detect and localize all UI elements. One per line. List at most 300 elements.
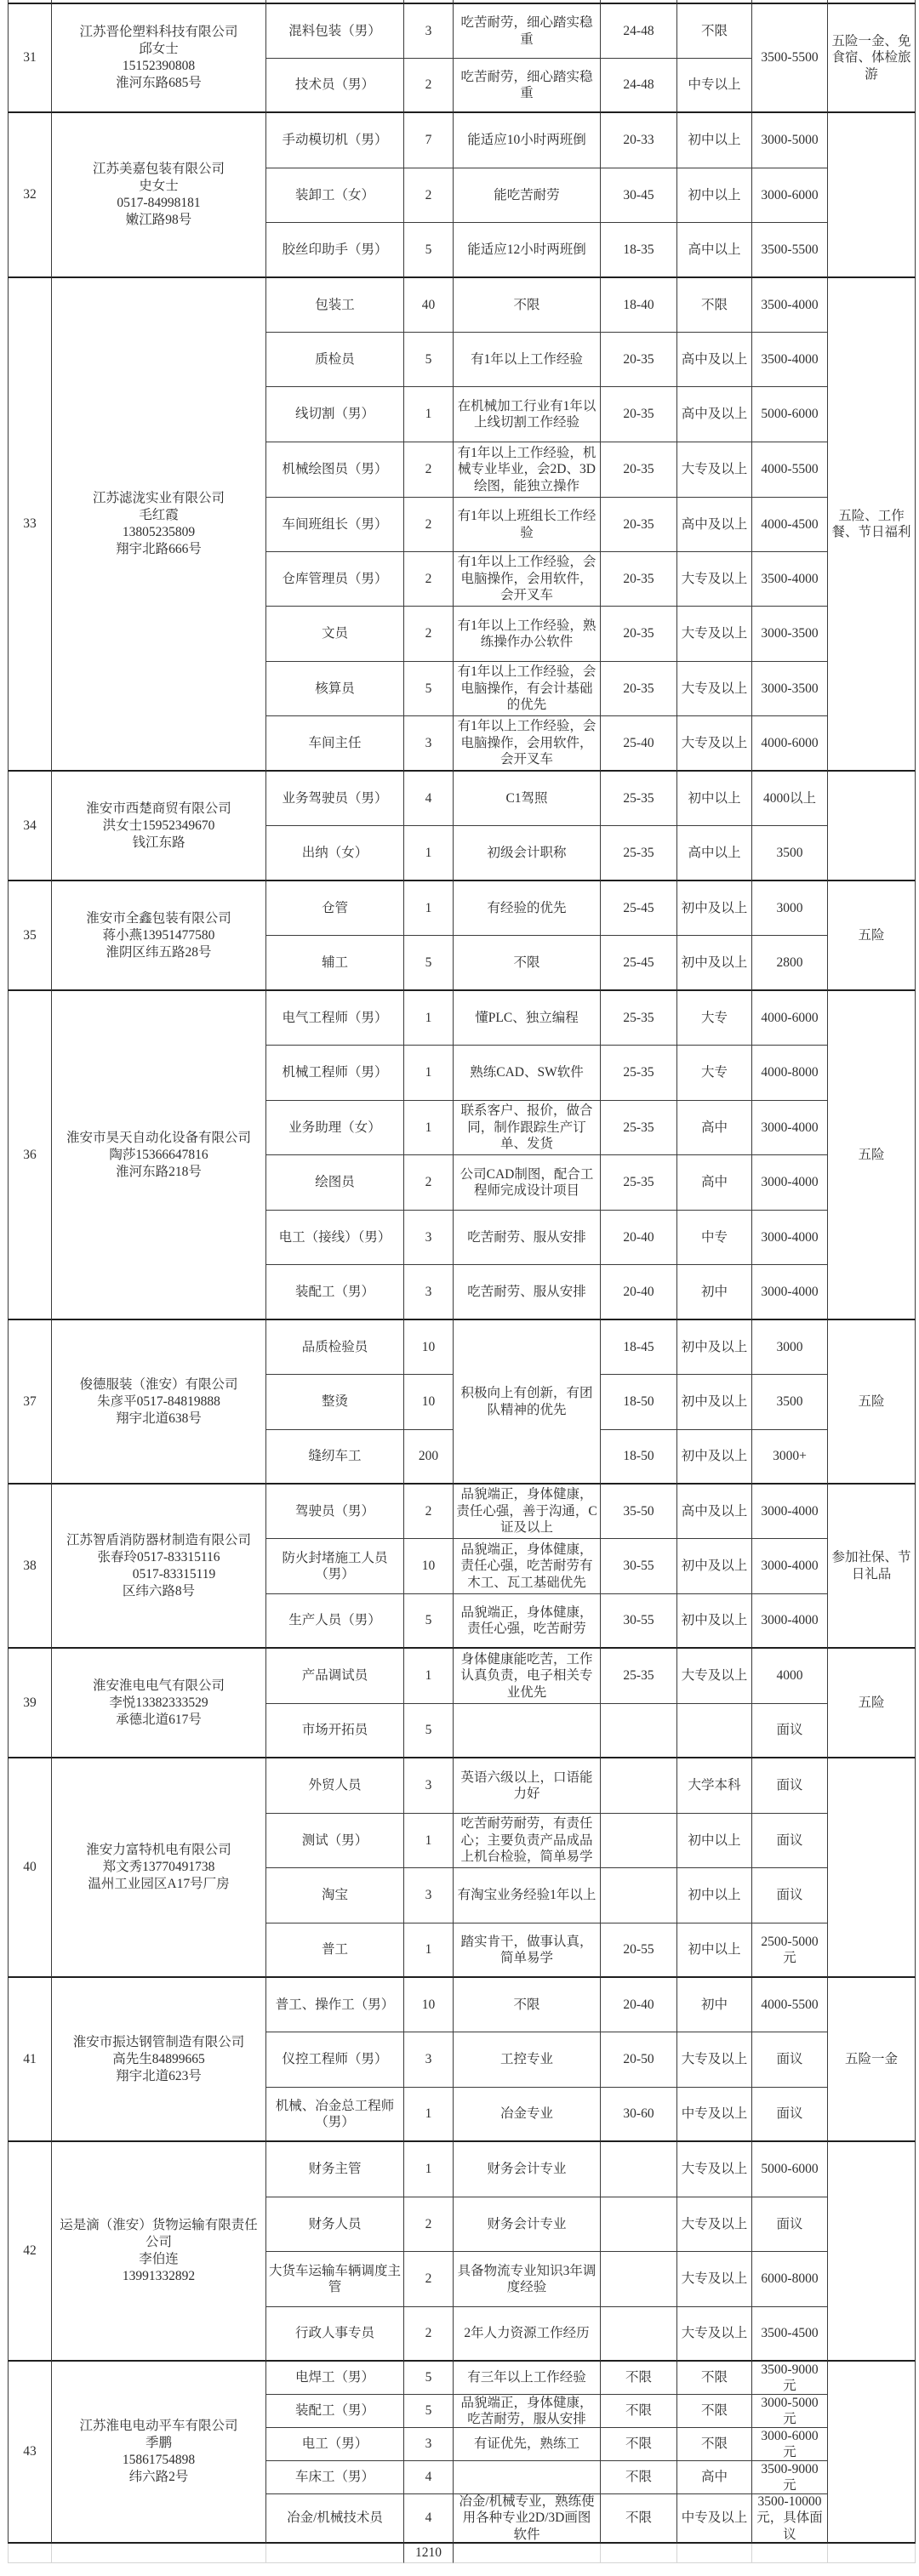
position-education: 初中以上: [677, 1868, 752, 1923]
position-title: 混料包装（男）: [266, 4, 404, 59]
position-salary: 3000-4000: [752, 1211, 828, 1265]
position-education: 中专: [677, 1211, 752, 1265]
position-title: 车床工（男）: [266, 2461, 404, 2494]
position-title: 装卸工（女）: [266, 168, 404, 223]
position-age: 25-35: [601, 1046, 677, 1101]
position-age: 20-40: [601, 1978, 677, 2032]
position-age: 20-35: [601, 607, 677, 662]
position-age: 20-35: [601, 442, 677, 498]
position-title: 机械工程师（男）: [266, 1046, 404, 1101]
position-salary: 4000以上: [752, 772, 828, 826]
position-salary: 面议: [752, 2032, 828, 2088]
position-title: 行政人事专员: [266, 2307, 404, 2362]
position-count: 7: [404, 113, 454, 168]
position-salary: 4000-5500: [752, 1978, 828, 2032]
position-education: 初中及以上: [677, 1375, 752, 1430]
position-requirement: 公司CAD制图，配合工程师完成设计项目: [454, 1155, 601, 1211]
position-salary: 3500-10000元，具体面议: [752, 2494, 828, 2544]
position-count: 5: [404, 662, 454, 716]
position-title: 缝纫车工: [266, 1430, 404, 1485]
position-education: 大专: [677, 991, 752, 1046]
position-age: [601, 1704, 677, 1758]
position-count: 1: [404, 1046, 454, 1101]
position-count: 3: [404, 716, 454, 772]
position-count: 5: [404, 2395, 454, 2428]
company-benefits: [828, 2142, 916, 2362]
position-age: 30-55: [601, 1539, 677, 1594]
company-info-line: 翔宇北路666号: [116, 542, 202, 556]
position-requirement: 吃苦耐劳、服从安排: [454, 1211, 601, 1265]
position-requirement: 联系客户、报价，做合同，制作跟踪生产订单、发货: [454, 1101, 601, 1155]
position-requirement: 有1年以上班组长工作经验: [454, 498, 601, 552]
position-age: 25-35: [601, 1649, 677, 1704]
position-count: 5: [404, 936, 454, 991]
position-education: 高中及以上: [677, 1485, 752, 1539]
company-number: 43: [8, 2362, 52, 2544]
table-cell: [52, 2544, 266, 2563]
company-benefits: [828, 1758, 916, 1978]
position-age: 30-55: [601, 1594, 677, 1649]
position-age: [601, 1868, 677, 1923]
position-count: 2: [404, 498, 454, 552]
position-count: 10: [404, 1320, 454, 1375]
position-age: 20-50: [601, 2032, 677, 2088]
position-count: 1: [404, 1101, 454, 1155]
position-salary: 3500-4500: [752, 2307, 828, 2362]
position-education: 中专以上: [677, 59, 752, 113]
company-info-line: 淮阴区纬五路28号: [106, 944, 212, 960]
company-number: 42: [8, 2142, 52, 2362]
position-requirement: 有经验的优先: [454, 881, 601, 936]
position-requirement: 有1年以上工作经验，熟练操作办公软件: [454, 607, 601, 662]
position-count: 10: [404, 1978, 454, 2032]
position-education: 不限: [677, 4, 752, 59]
position-age: 18-35: [601, 223, 677, 278]
position-education: 高中及以上: [677, 333, 752, 387]
company-name: 淮安市振达钢管制造有限公司: [72, 2034, 245, 2049]
position-age: 20-35: [601, 333, 677, 387]
position-education: 中专及以上: [677, 2088, 752, 2142]
position-salary: 3000-4000: [752, 1101, 828, 1155]
position-count: 3: [404, 1758, 454, 1814]
position-requirement: 吃苦耐劳耐劳，有责任心；主要负责产品成品上机台检验，简单易学: [454, 1814, 601, 1868]
company-info: [52, 1485, 266, 1649]
position-requirement: 熟练CAD、SW软件: [454, 1046, 601, 1101]
position-title: 质检员: [266, 333, 404, 387]
company-number: 31: [8, 4, 52, 113]
position-count: 2: [404, 552, 454, 607]
company-info-line: 翔宇北道638号: [116, 1411, 202, 1426]
position-count: 200: [404, 1430, 454, 1485]
position-title: 业务助理（女）: [266, 1101, 404, 1155]
position-count: 3: [404, 2428, 454, 2461]
position-requirement: 有三年以上工作经验: [454, 2362, 601, 2395]
position-title: 文员: [266, 607, 404, 662]
position-age: 24-48: [601, 4, 677, 59]
position-education: 高中以上: [677, 223, 752, 278]
company-name: 江苏晋伦塑料科技有限公司: [79, 25, 238, 39]
position-education: 大专及以上: [677, 442, 752, 498]
position-title: 外贸人员: [266, 1758, 404, 1814]
position-salary: 3000-4000: [752, 1485, 828, 1539]
position-title: 辅工: [266, 936, 404, 991]
company-info: [52, 278, 266, 772]
position-salary: 面议: [752, 1814, 828, 1868]
position-title: 电气工程师（男）: [266, 991, 404, 1046]
position-age: 不限: [601, 2395, 677, 2428]
company-name: 淮安市全鑫包装有限公司: [86, 910, 231, 926]
position-age: 不限: [601, 2494, 677, 2544]
position-education: 大专及以上: [677, 552, 752, 607]
position-education: 大专及以上: [677, 2142, 752, 2197]
company-info-line: 李悦13382333529: [109, 1695, 208, 1710]
company-info: [52, 4, 266, 113]
company-number: 33: [8, 278, 52, 772]
company-number: 38: [8, 1485, 52, 1649]
position-salary: 3000-4000: [752, 1265, 828, 1320]
company-info-line: 淮河东路685号: [116, 76, 202, 90]
position-education: 高中及以上: [677, 387, 752, 442]
table-cell: [454, 2544, 601, 2563]
position-count: 1: [404, 387, 454, 442]
company-name: 淮安力富特机电有限公司: [86, 1843, 231, 1857]
company-info: [52, 881, 266, 991]
company-info-line: 温州工业园区A17号厂房: [88, 1877, 230, 1891]
position-salary: 面议: [752, 2197, 828, 2252]
company-benefits: [828, 772, 916, 881]
position-title: 出纳（女）: [266, 826, 404, 881]
position-title: 机械绘图员（男）: [266, 442, 404, 498]
position-requirement: 懂PLC、独立编程: [454, 991, 601, 1046]
total-count: 1210: [404, 2544, 454, 2563]
position-count: 1: [404, 1923, 454, 1978]
position-education: 不限: [677, 2428, 752, 2461]
position-count: 4: [404, 2461, 454, 2494]
company-benefits: 五险: [828, 881, 916, 991]
company-number: 35: [8, 881, 52, 991]
position-education: 初中及以上: [677, 1539, 752, 1594]
position-education: 初中以上: [677, 168, 752, 223]
position-requirement: 吃苦耐劳，细心踏实稳重: [454, 59, 601, 113]
position-age: 不限: [601, 2428, 677, 2461]
position-requirement: 有1年以上工作经验，会电脑操作，会用软件，会开叉车: [454, 716, 601, 772]
position-count: 3: [404, 4, 454, 59]
position-salary: 3500: [752, 826, 828, 881]
position-count: 1: [404, 991, 454, 1046]
position-title: 产品调试员: [266, 1649, 404, 1704]
position-education: 大专: [677, 1046, 752, 1101]
position-title: 财务人员: [266, 2197, 404, 2252]
position-count: 2: [404, 607, 454, 662]
position-age: 20-35: [601, 387, 677, 442]
position-salary: 面议: [752, 1704, 828, 1758]
company-benefits: 五险一金、免食宿、体检旅游: [828, 4, 916, 113]
position-salary: 3000-3500: [752, 607, 828, 662]
position-title: 大货车运输车辆调度主管: [266, 2252, 404, 2307]
position-requirement: 身体健康能吃苦，工作认真负责，电子相关专业优先: [454, 1649, 601, 1704]
company-number: 39: [8, 1649, 52, 1758]
position-education: 大专及以上: [677, 716, 752, 772]
table-cell: [8, 2544, 52, 2563]
position-age: 20-40: [601, 1211, 677, 1265]
company-info-line: 嫩江路98号: [125, 213, 192, 227]
position-age: 25-35: [601, 772, 677, 826]
position-count: 5: [404, 1594, 454, 1649]
position-age: [601, 2307, 677, 2362]
position-education: 初中及以上: [677, 1430, 752, 1485]
position-age: 25-35: [601, 826, 677, 881]
position-education: 初中以上: [677, 1923, 752, 1978]
position-requirement: 不限: [454, 936, 601, 991]
position-education: 高中以上: [677, 826, 752, 881]
position-education: 初中: [677, 1265, 752, 1320]
position-salary: 3500-4000: [752, 333, 828, 387]
company-info-line: 史女士: [139, 179, 179, 193]
position-title: 线切割（男）: [266, 387, 404, 442]
position-salary: 5000-6000: [752, 2142, 828, 2197]
position-salary: 4000-5500: [752, 442, 828, 498]
table-cell: [266, 2544, 404, 2563]
position-count: 2: [404, 1485, 454, 1539]
company-benefits: 五险: [828, 1649, 916, 1758]
company-info: [52, 772, 266, 881]
position-salary: 3000-4000: [752, 1155, 828, 1211]
position-title: 驾驶员（男）: [266, 1485, 404, 1539]
position-requirement: 吃苦耐劳，细心踏实稳重: [454, 4, 601, 59]
position-age: 25-35: [601, 991, 677, 1046]
company-info-line: 13805235809: [122, 525, 196, 539]
position-count: 2: [404, 2197, 454, 2252]
position-title: 车间班组长（男）: [266, 498, 404, 552]
position-age: 25-35: [601, 1155, 677, 1211]
position-age: 18-40: [601, 278, 677, 333]
company-info: [52, 2142, 266, 2362]
company-info-line: 0517-83315119: [132, 1566, 216, 1582]
company-benefits: 五险: [828, 1320, 916, 1485]
position-age: 25-45: [601, 881, 677, 936]
company-info-line: 纬六路2号: [128, 2470, 189, 2484]
position-count: 2: [404, 442, 454, 498]
position-education: 初中及以上: [677, 936, 752, 991]
company-info-line: 翔宇北道623号: [116, 2068, 202, 2083]
position-count: 2: [404, 2252, 454, 2307]
position-age: 35-50: [601, 1485, 677, 1539]
position-education: 高中: [677, 1101, 752, 1155]
position-title: 防火封堵施工人员（男）: [266, 1539, 404, 1594]
position-salary: 4000: [752, 1649, 828, 1704]
company-info-line: 张春玲0517-83315116: [97, 1549, 220, 1564]
position-requirement: 英语六级以上，口语能力好: [454, 1758, 601, 1814]
position-age: 30-45: [601, 168, 677, 223]
position-count: 2: [404, 168, 454, 223]
company-info-line: 钱江东路: [132, 835, 186, 850]
position-requirement: 具备物流专业知识3年调度经验: [454, 2252, 601, 2307]
company-info: [52, 1649, 266, 1758]
position-title: 机械、冶金总工程师（男）: [266, 2088, 404, 2142]
position-salary: 3500: [752, 1375, 828, 1430]
position-salary: 3500-4000: [752, 278, 828, 333]
position-salary: 3500-9000元: [752, 2461, 828, 2494]
position-salary: 3000+: [752, 1430, 828, 1485]
position-age: 20-35: [601, 498, 677, 552]
position-title: 整烫: [266, 1375, 404, 1430]
position-education: 大专及以上: [677, 2197, 752, 2252]
position-requirement: 冶金/机械专业，熟练使用各种专业2D/3D画图软件: [454, 2494, 601, 2544]
position-count: 4: [404, 2494, 454, 2544]
position-salary: 3000: [752, 881, 828, 936]
position-education: 初中及以上: [677, 881, 752, 936]
position-age: 18-45: [601, 1320, 677, 1375]
position-requirement: 初级会计职称: [454, 826, 601, 881]
position-count: 4: [404, 772, 454, 826]
position-requirement: 2年人力资源工作经历: [454, 2307, 601, 2362]
position-salary: 面议: [752, 1868, 828, 1923]
company-name: 江苏智盾消防器材制造有限公司: [66, 1532, 251, 1547]
company-info-line: 承德北道617号: [116, 1712, 202, 1727]
company-info: [52, 991, 266, 1320]
position-salary: 3500-9000元: [752, 2362, 828, 2395]
position-education: 中专及以上: [677, 2494, 752, 2544]
position-requirement: 财务会计专业: [454, 2142, 601, 2197]
company-benefits: [828, 2362, 916, 2544]
position-count: 2: [404, 59, 454, 113]
position-age: 25-40: [601, 716, 677, 772]
position-title: 技术员（男）: [266, 59, 404, 113]
position-age: [601, 2142, 677, 2197]
position-title: 生产人员（男）: [266, 1594, 404, 1649]
position-count: 3: [404, 1265, 454, 1320]
position-age: 20-33: [601, 113, 677, 168]
position-requirement: C1驾照: [454, 772, 601, 826]
position-title: 市场开拓员: [266, 1704, 404, 1758]
position-title: 车间主任: [266, 716, 404, 772]
company-info-line: 15861754898: [122, 2453, 196, 2467]
position-count: 3: [404, 1211, 454, 1265]
position-education: 不限: [677, 2362, 752, 2395]
company-info-line: 毛红霞: [139, 508, 179, 522]
position-title: 仓管: [266, 881, 404, 936]
company-info-line: 邱女士: [139, 42, 179, 56]
company-benefits: 五险: [828, 991, 916, 1320]
company-number: 37: [8, 1320, 52, 1485]
position-salary: 3000-4000: [752, 1539, 828, 1594]
position-education: 大专及以上: [677, 1649, 752, 1704]
position-requirement: 不限: [454, 1978, 601, 2032]
company-number: 41: [8, 1978, 52, 2142]
company-number: 36: [8, 991, 52, 1320]
company-info: [52, 1978, 266, 2142]
position-education: [677, 1704, 752, 1758]
position-count: 1: [404, 2088, 454, 2142]
position-salary: 3000-6000: [752, 168, 828, 223]
position-age: 24-48: [601, 59, 677, 113]
position-count: 3: [404, 2032, 454, 2088]
company-info-line: 季鹏: [145, 2436, 172, 2450]
position-education: 不限: [677, 278, 752, 333]
company-name: 俊德服装（淮安）有限公司: [79, 1376, 238, 1392]
position-salary: 3000-6000元: [752, 2428, 828, 2461]
position-title: 冶金/机械技术员: [266, 2494, 404, 2544]
position-count: 10: [404, 1539, 454, 1594]
position-title: 装配工（男）: [266, 2395, 404, 2428]
position-requirement: 有1年以上工作经验，会电脑操作，有会计基础的优先: [454, 662, 601, 716]
position-requirement: 有证优先，熟练工: [454, 2428, 601, 2461]
company-name: 淮安市昊天自动化设备有限公司: [66, 1130, 251, 1145]
position-age: 18-50: [601, 1430, 677, 1485]
position-requirement: 品貌端正，身体健康，责任心强，吃苦耐劳有木工、瓦工基础优先: [454, 1539, 601, 1594]
company-name: 运是滴（淮安）货物运输有限责任公司: [60, 2218, 258, 2249]
position-age: 不限: [601, 2362, 677, 2395]
shared-salary: 3500-5500: [752, 4, 828, 113]
position-age: 25-35: [601, 1101, 677, 1155]
position-requirement: 能适应12小时两班倒: [454, 223, 601, 278]
position-title: 业务驾驶员（男）: [266, 772, 404, 826]
position-count: 10: [404, 1375, 454, 1430]
company-benefits: 参加社保、节日礼品: [828, 1485, 916, 1649]
company-number: 40: [8, 1758, 52, 1978]
table-cell: [677, 2544, 752, 2563]
position-age: 20-40: [601, 1265, 677, 1320]
position-education: 大专及以上: [677, 2032, 752, 2088]
recruitment-table: [8, 0, 916, 2563]
position-requirement: 能适应10小时两班倒: [454, 113, 601, 168]
position-age: 30-60: [601, 2088, 677, 2142]
position-age: 25-45: [601, 936, 677, 991]
position-age: [601, 1814, 677, 1868]
company-number: 34: [8, 772, 52, 881]
position-requirement: 能吃苦耐劳: [454, 168, 601, 223]
position-title: 淘宝: [266, 1868, 404, 1923]
position-education: 大专及以上: [677, 2252, 752, 2307]
company-info-line: 15152390808: [122, 59, 196, 73]
position-salary: 5000-6000: [752, 387, 828, 442]
position-count: 2: [404, 1155, 454, 1211]
position-requirement: 有1年以上工作经验，机械专业毕业，会2D、3D绘图，能独立操作: [454, 442, 601, 498]
company-info-line: 洪女士15952349670: [102, 818, 215, 833]
company-name: 江苏滤泷实业有限公司: [92, 491, 225, 505]
position-count: 1: [404, 1649, 454, 1704]
position-title: 普工: [266, 1923, 404, 1978]
position-requirement: 品貌端正，身体健康，吃苦耐劳，服从安排: [454, 2395, 601, 2428]
position-count: 1: [404, 826, 454, 881]
position-age: [601, 2252, 677, 2307]
position-education: 初中: [677, 1978, 752, 2032]
company-info-line: 区纬六路8号: [122, 1583, 196, 1599]
position-salary: 3000-5000元: [752, 2395, 828, 2428]
company-info-line: 高先生84899665: [112, 2051, 205, 2066]
position-salary: 面议: [752, 2088, 828, 2142]
company-name: 江苏美嘉包装有限公司: [92, 162, 225, 176]
company-benefits: [828, 113, 916, 278]
company-info-line: 0517-84998181: [117, 196, 201, 210]
position-title: 包装工: [266, 278, 404, 333]
company-info-line: 李伯连: [139, 2252, 179, 2266]
position-education: 初中以上: [677, 113, 752, 168]
position-requirement: [454, 2461, 601, 2494]
position-requirement: 财务会计专业: [454, 2197, 601, 2252]
position-requirement: 品貌端正，身体健康，责任心强，善于沟通，C证及以上: [454, 1485, 601, 1539]
company-info-line: 13991332892: [122, 2269, 196, 2283]
company-name: 江苏淮电电动平车有限公司: [79, 2419, 238, 2433]
company-info-line: 淮河东路218号: [116, 1164, 202, 1179]
position-salary: 3500-5500: [752, 223, 828, 278]
company-info-line: 郑文秀13770491738: [102, 1860, 215, 1874]
company-info-line: 蒋小燕13951477580: [102, 927, 215, 943]
position-education: 大专及以上: [677, 662, 752, 716]
position-count: 1: [404, 881, 454, 936]
position-salary: 4000-6000: [752, 991, 828, 1046]
position-education: 高中: [677, 1155, 752, 1211]
